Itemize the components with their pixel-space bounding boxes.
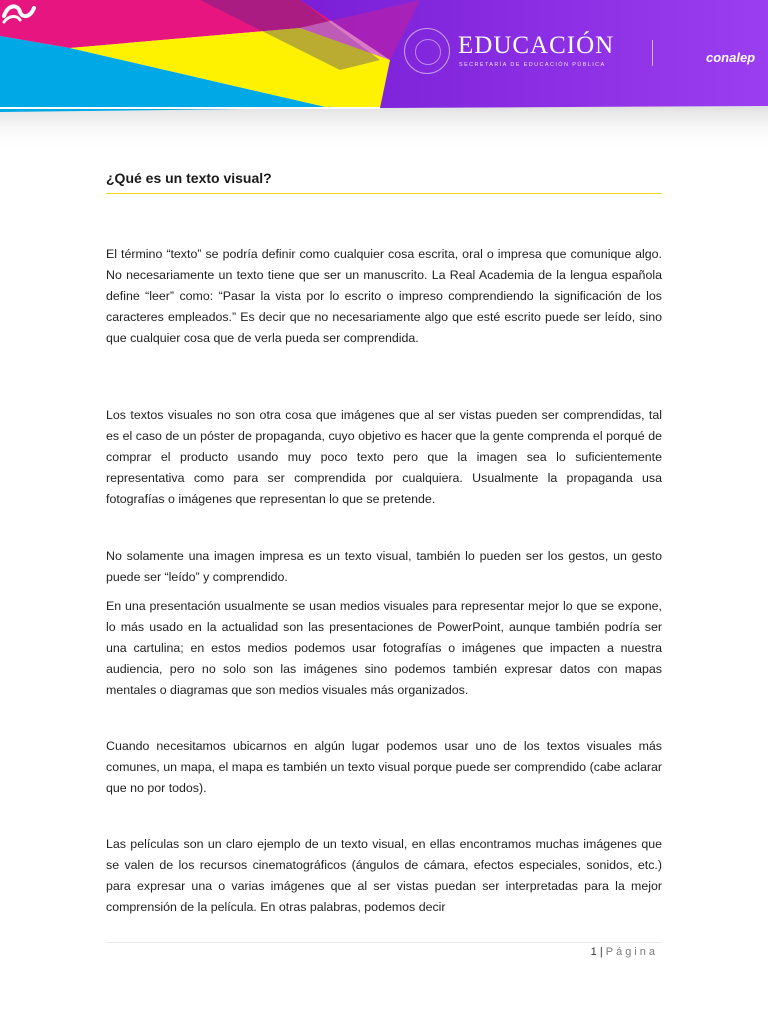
footer-separator: | bbox=[599, 946, 603, 958]
page-footer bbox=[591, 946, 658, 958]
conalep-logo-icon bbox=[0, 0, 38, 26]
page-label: Página bbox=[605, 946, 658, 958]
paragraph: El término “texto” se podría definir como cualquier cosa escrita, oral o impresa que comunique algo. No necesariamente un texto tiene que ser un manuscrito. La Real Academia de la lengua española define “leer” como: “Pasar la vista por lo escrito o impreso comprendiendo la significación de los caracteres empleados.” Es decir que no necesariamente algo que esté escrito puede ser leído, sino que cualquier cosa que de verla pueda ser comprendida. bbox=[106, 247, 662, 345]
government-seal-icon bbox=[404, 28, 450, 74]
paragraph: Las películas son un claro ejemplo de un texto visual, en ellas encontramos muchas imágenes que se valen de los recursos cinematográficos (ángulos de cámara, efectos especiales, sonidos, etc.) para expresar una o varias imágenes que al ser vistas puedan ser interpretadas para la mejor comprensión de la película. En otras palabras, podemos decir bbox=[106, 837, 662, 914]
banner-graphic bbox=[0, 0, 768, 150]
partner-name: conalep bbox=[706, 50, 756, 65]
page-heading: ¿Qué es un texto visual? bbox=[106, 170, 272, 186]
paragraph: En una presentación usualmente se usan medios visuales para representar mejor lo que se expone, lo más usado en la actualidad son las presentaciones de PowerPoint, aunque también podría ser una cartulina; en estos medios podemos usar fotografías o imágenes que impacten a nuestra audiencia, pero no solo son las imágenes sino podemos también expresar datos con mapas mentales o diagramas que son medios visuales más organizados. bbox=[106, 599, 662, 697]
paragraph: Cuando necesitamos ubicarnos en algún lugar podemos usar uno de los textos visuales más comunes, un mapa, el mapa es también un texto visual porque puede ser comprendido (cabe aclarar que no por todos). bbox=[106, 739, 662, 795]
header-banner bbox=[0, 0, 768, 150]
brand-subtitle: SECRETARÍA DE EDUCACIÓN PÚBLICA bbox=[459, 62, 606, 68]
logo-divider bbox=[652, 40, 653, 66]
paragraph: No solamente una imagen impresa es un texto visual, también lo pueden ser los gestos, un gesto puede ser “leído” y comprendido. bbox=[106, 549, 662, 584]
heading-underline bbox=[106, 193, 662, 194]
page-number: 1 bbox=[590, 946, 597, 958]
brand-title: EDUCACIÓN bbox=[458, 32, 615, 59]
paragraph: Los textos visuales no son otra cosa que imágenes que al ser vistas pueden ser comprendidas, tal es el caso de un póster de propaganda, cuyo objetivo es hacer que la gente comprenda el porqué de comprar el producto usando muy poco texto pero que la imagen sea lo suficientemente representativa como para ser comprendida por cualquiera. Usualmente la propaganda usa fotografías o imágenes que representan lo que se pretende. bbox=[106, 408, 662, 506]
footer-divider bbox=[106, 942, 662, 943]
